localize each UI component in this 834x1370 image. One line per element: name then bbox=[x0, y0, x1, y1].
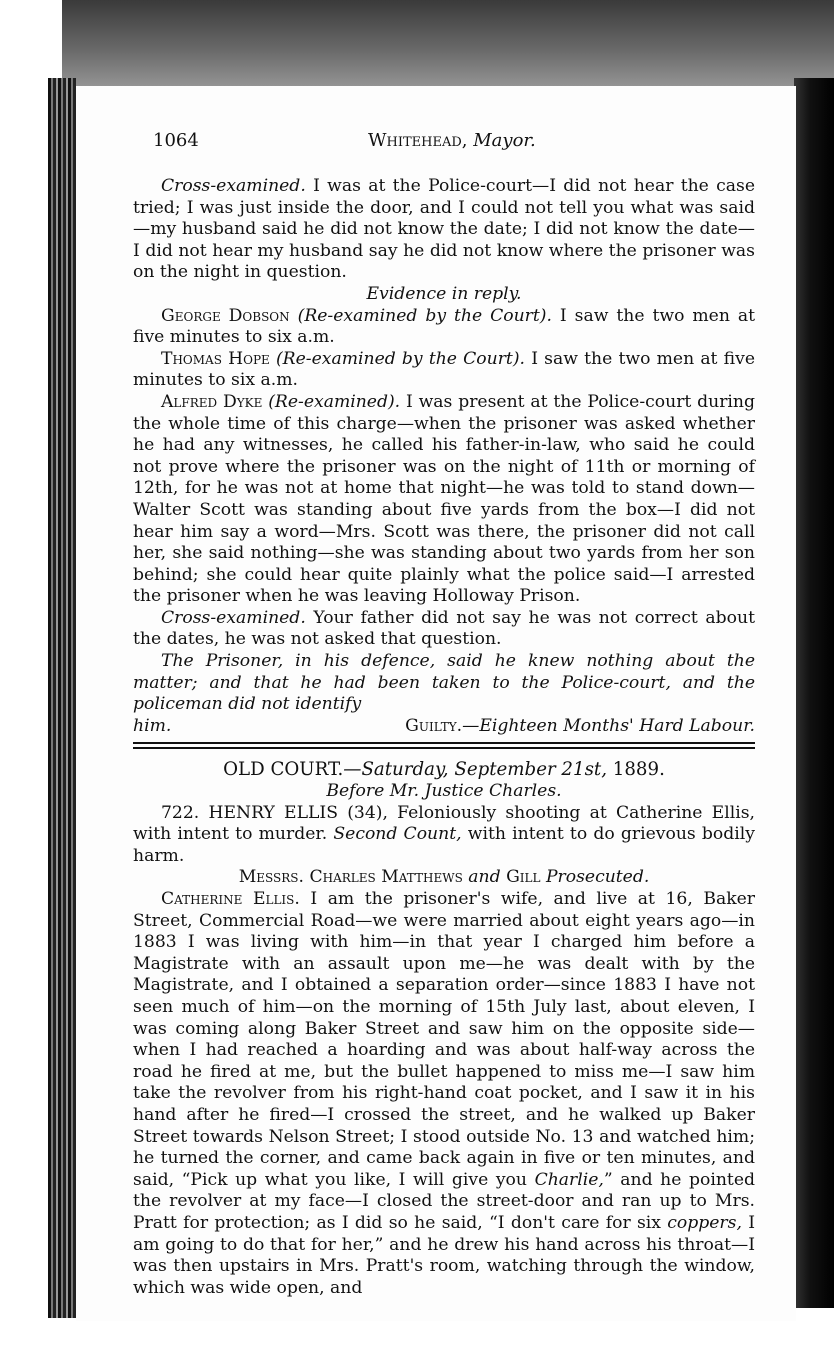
case-number: 722. bbox=[161, 802, 200, 823]
cross-examined-label: Cross-examined. bbox=[161, 176, 306, 196]
prosecuted-label: Prosecuted. bbox=[540, 867, 650, 888]
judge-line: Before Mr. Justice Charles. bbox=[326, 781, 562, 802]
evidence-in-reply-heading: Evidence in reply. bbox=[366, 283, 522, 304]
charge-text-b: with intent to do grievous bodily harm. bbox=[133, 824, 755, 866]
prosecution-line bbox=[133, 867, 755, 889]
case-heading bbox=[133, 803, 755, 868]
paragraph-alfred-dyke bbox=[133, 392, 755, 608]
testimony-charlie: Charlie, bbox=[534, 1169, 604, 1190]
defendant-name: HENRY ELLIS bbox=[208, 802, 338, 823]
witness-tag: (Re-examined by the Court). bbox=[275, 348, 526, 369]
witness-text: I was present at the Police-court during the whole time of this charge—when the prisoner was asked whether he had any witnesses, he called his father-in-law, who said he could not prove where the prisoner was on the night of 11th or morning of 12th, for he was not at home that night—he was told to stand down—Walter Scott was standing about five yards from the box—I did not hear him say a word—Mrs. Scott was there, the prisoner did not call her, she said nothing—she was standing about two yards from her son behind; she could hear quite plainly what the police said—I arrested the prisoner when he was leaving Holloway Prison. bbox=[133, 391, 755, 607]
verdict-sentence: —Eighteen Months' Hard Labour. bbox=[462, 715, 755, 736]
paragraph-catherine-ellis bbox=[133, 889, 755, 1299]
page-number: 1064 bbox=[153, 130, 199, 151]
paragraph-cross-examined-2 bbox=[133, 608, 755, 651]
witness-name: George Dobson bbox=[161, 305, 290, 326]
prisoner-defence-end: him. bbox=[133, 715, 172, 736]
prisoner-defence: The Prisoner, in his defence, said he knew nothing about the matter; and that he had been taken to the Police-court, and the policeman did not identify bbox=[133, 651, 755, 715]
running-title-role: Mayor. bbox=[473, 130, 536, 151]
cross-examined-label: Cross-examined. bbox=[161, 607, 306, 628]
body-text bbox=[133, 176, 755, 1299]
cross-examined-text: Your father did not say he was not correct about the dates, he was not asked that question. bbox=[133, 607, 755, 650]
book-spine bbox=[48, 78, 76, 1318]
court-name: OLD COURT. bbox=[223, 759, 344, 781]
scan-shadow-right bbox=[794, 78, 834, 1308]
paragraph-george-dobson bbox=[133, 306, 755, 349]
session-date: —Saturday, September 21st, bbox=[343, 759, 607, 781]
defendant-age: (34), bbox=[337, 802, 388, 823]
paragraph-thomas-hope bbox=[133, 349, 755, 392]
witness-name: Alfred Dyke bbox=[161, 391, 263, 412]
verdict-word: Guilty. bbox=[405, 715, 463, 736]
witness-tag: (Re-examined by the Court). bbox=[297, 305, 552, 326]
witness-tag: (Re-examined). bbox=[268, 391, 401, 412]
scan-shadow-top bbox=[0, 0, 834, 92]
witness-text: I saw the two men at five minutes to six a.m. bbox=[133, 305, 756, 348]
testimony-part-c: I am going to do that for her,” and he drew his hand across his throat—I was then upstairs in Mrs. Pratt's room, watching through the window, which was wide open, and bbox=[133, 1212, 755, 1298]
session-year: 1889. bbox=[607, 759, 665, 781]
testimony-part-b: ” and he pointed the revolver at my face—I closed the street-door and ran up to Mrs. Pratt for protection; as I did so he said, “I don't care for six bbox=[133, 1169, 756, 1233]
running-title-name: Whitehead, bbox=[368, 130, 468, 151]
verdict-row bbox=[133, 716, 755, 738]
witness-text: I saw the two men at five minutes to six a.m. bbox=[133, 348, 755, 391]
testimony-coppers: coppers, bbox=[667, 1212, 742, 1233]
section-divider bbox=[133, 742, 755, 749]
cross-examined-text: I was at the Police-court—I did not hear the case tried; I was just inside the door, and I could not tell you what was said —my husband said he did not know the date; I did not know the date—I did not hear my husband say he did not know where the prisoner was on the night in question. bbox=[133, 176, 755, 283]
verdict bbox=[405, 716, 755, 738]
session-heading bbox=[133, 759, 755, 781]
prosecutor-name-b: Gill bbox=[506, 867, 541, 888]
prosecutor-names: Messrs. Charles Matthews bbox=[238, 867, 463, 888]
testimony-part-a: I am the prisoner's wife, and live at 16, Baker Street, Commercial Road—we were married about eight years ago—in 1883 I was living with him—in that year I charged him before a Magistrate with an assault upon me—he was dealt with by the Magistrate, and I obtained a separation order—since 1883 I have not seen much of him—on the morning of 15th July last, about eleven, I was coming along Baker Street and saw him on the opposite side—when I had reached a hoarding and was about half-way across the road he fired at me, but the bullet happened to miss me—I saw him take the revolver from his right-hand coat pocket, and I saw it in his hand after he fired—I crossed the street, and he walked up Baker Street towards Nelson Street; I stood outside No. 13 and watched him; he turned the corner, and came back again in five or ten minutes, and said, “Pick up what you like, I will give you bbox=[133, 889, 755, 1190]
witness-name: Thomas Hope bbox=[161, 348, 270, 369]
paragraph-cross-examined bbox=[133, 176, 755, 284]
second-count-label: Second Count, bbox=[333, 824, 462, 845]
prosecutor-and: and bbox=[462, 867, 507, 888]
running-head bbox=[153, 130, 743, 158]
running-title bbox=[368, 130, 536, 151]
charge-text: Feloniously shooting at Catherine Ellis, with intent to murder. bbox=[133, 802, 756, 845]
witness-name: Catherine Ellis. bbox=[161, 889, 300, 909]
